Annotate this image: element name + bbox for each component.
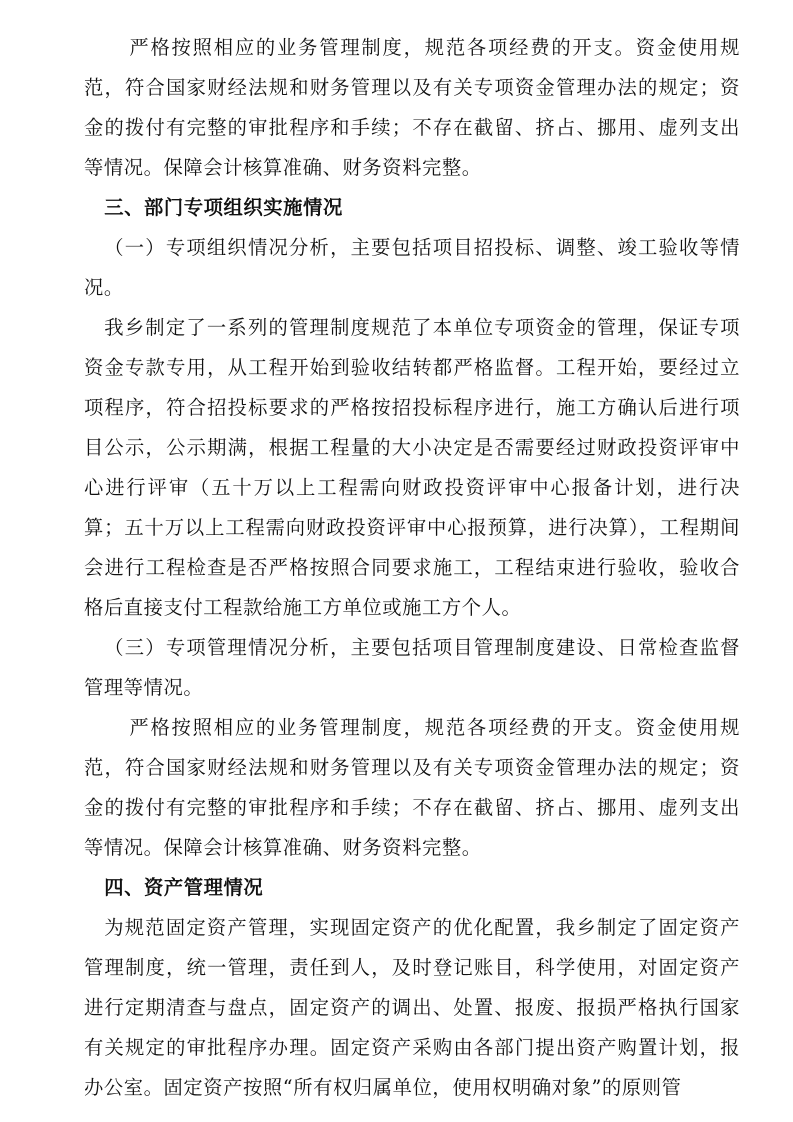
subheading-project-management-analysis: （三）专项管理情况分析，主要包括项目管理制度建设、日常检查监督管理等情况。 [84, 636, 740, 699]
section-heading-asset-management: 四、资产管理情况 [104, 876, 264, 899]
document-page [84, 28, 740, 1108]
section-heading-special-projects: 三、部门专项组织实施情况 [104, 196, 343, 219]
paragraph-funds-usage: 严格按照相应的业务管理制度，规范各项经费的开支。资金使用规范，符合国家财经法规和财务管理以及有关专项资金管理办法的规定；资金的拨付有完整的审批程序和手续；不存在截留、挤占、挪用、虚列支出等情况。保障会计核算准确、财务资料完整。 [84, 36, 740, 179]
subheading-project-organization: （一）专项组织情况分析，主要包括项目招投标、调整、竣工验收等情况。 [84, 236, 740, 299]
paragraph-funds-usage-repeat: 严格按照相应的业务管理制度，规范各项经费的开支。资金使用规范，符合国家财经法规和财务管理以及有关专项资金管理办法的规定；资金的拨付有完整的审批程序和手续；不存在截留、挤占、挪用、虚列支出等情况。保障会计核算准确、财务资料完整。 [84, 716, 740, 859]
paragraph-project-management-process: 我乡制定了一系列的管理制度规范了本单位专项资金的管理，保证专项资金专款专用，从工程开始到验收结转都严格监督。工程开始，要经过立项程序，符合招投标要求的严格按招投标程序进行，施工方确认后进行项目公示，公示期满，根据工程量的大小决定是否需要经过财政投资评审中心进行评审（五十万以上工程需向财政投资评审中心报备计划，进行决算；五十万以上工程需向财政投资评审中心报预算，进行决算），工程期间会进行工程检查是否严格按照合同要求施工，工程结束进行验收，验收合格后直接支付工程款给施工方单位或施工方个人。 [84, 316, 740, 619]
paragraph-fixed-asset-management: 为规范固定资产管理，实现固定资产的优化配置，我乡制定了固定资产管理制度，统一管理，责任到人，及时登记账目，科学使用，对固定资产进行定期清查与盘点，固定资产的调出、处置、报废、报损严格执行国家有关规定的审批程序办理。固定资产采购由各部门提出资产购置计划，报办公室。固定资产按照“所有权归属单位，使用权明确对象”的原则管 [84, 916, 740, 1099]
